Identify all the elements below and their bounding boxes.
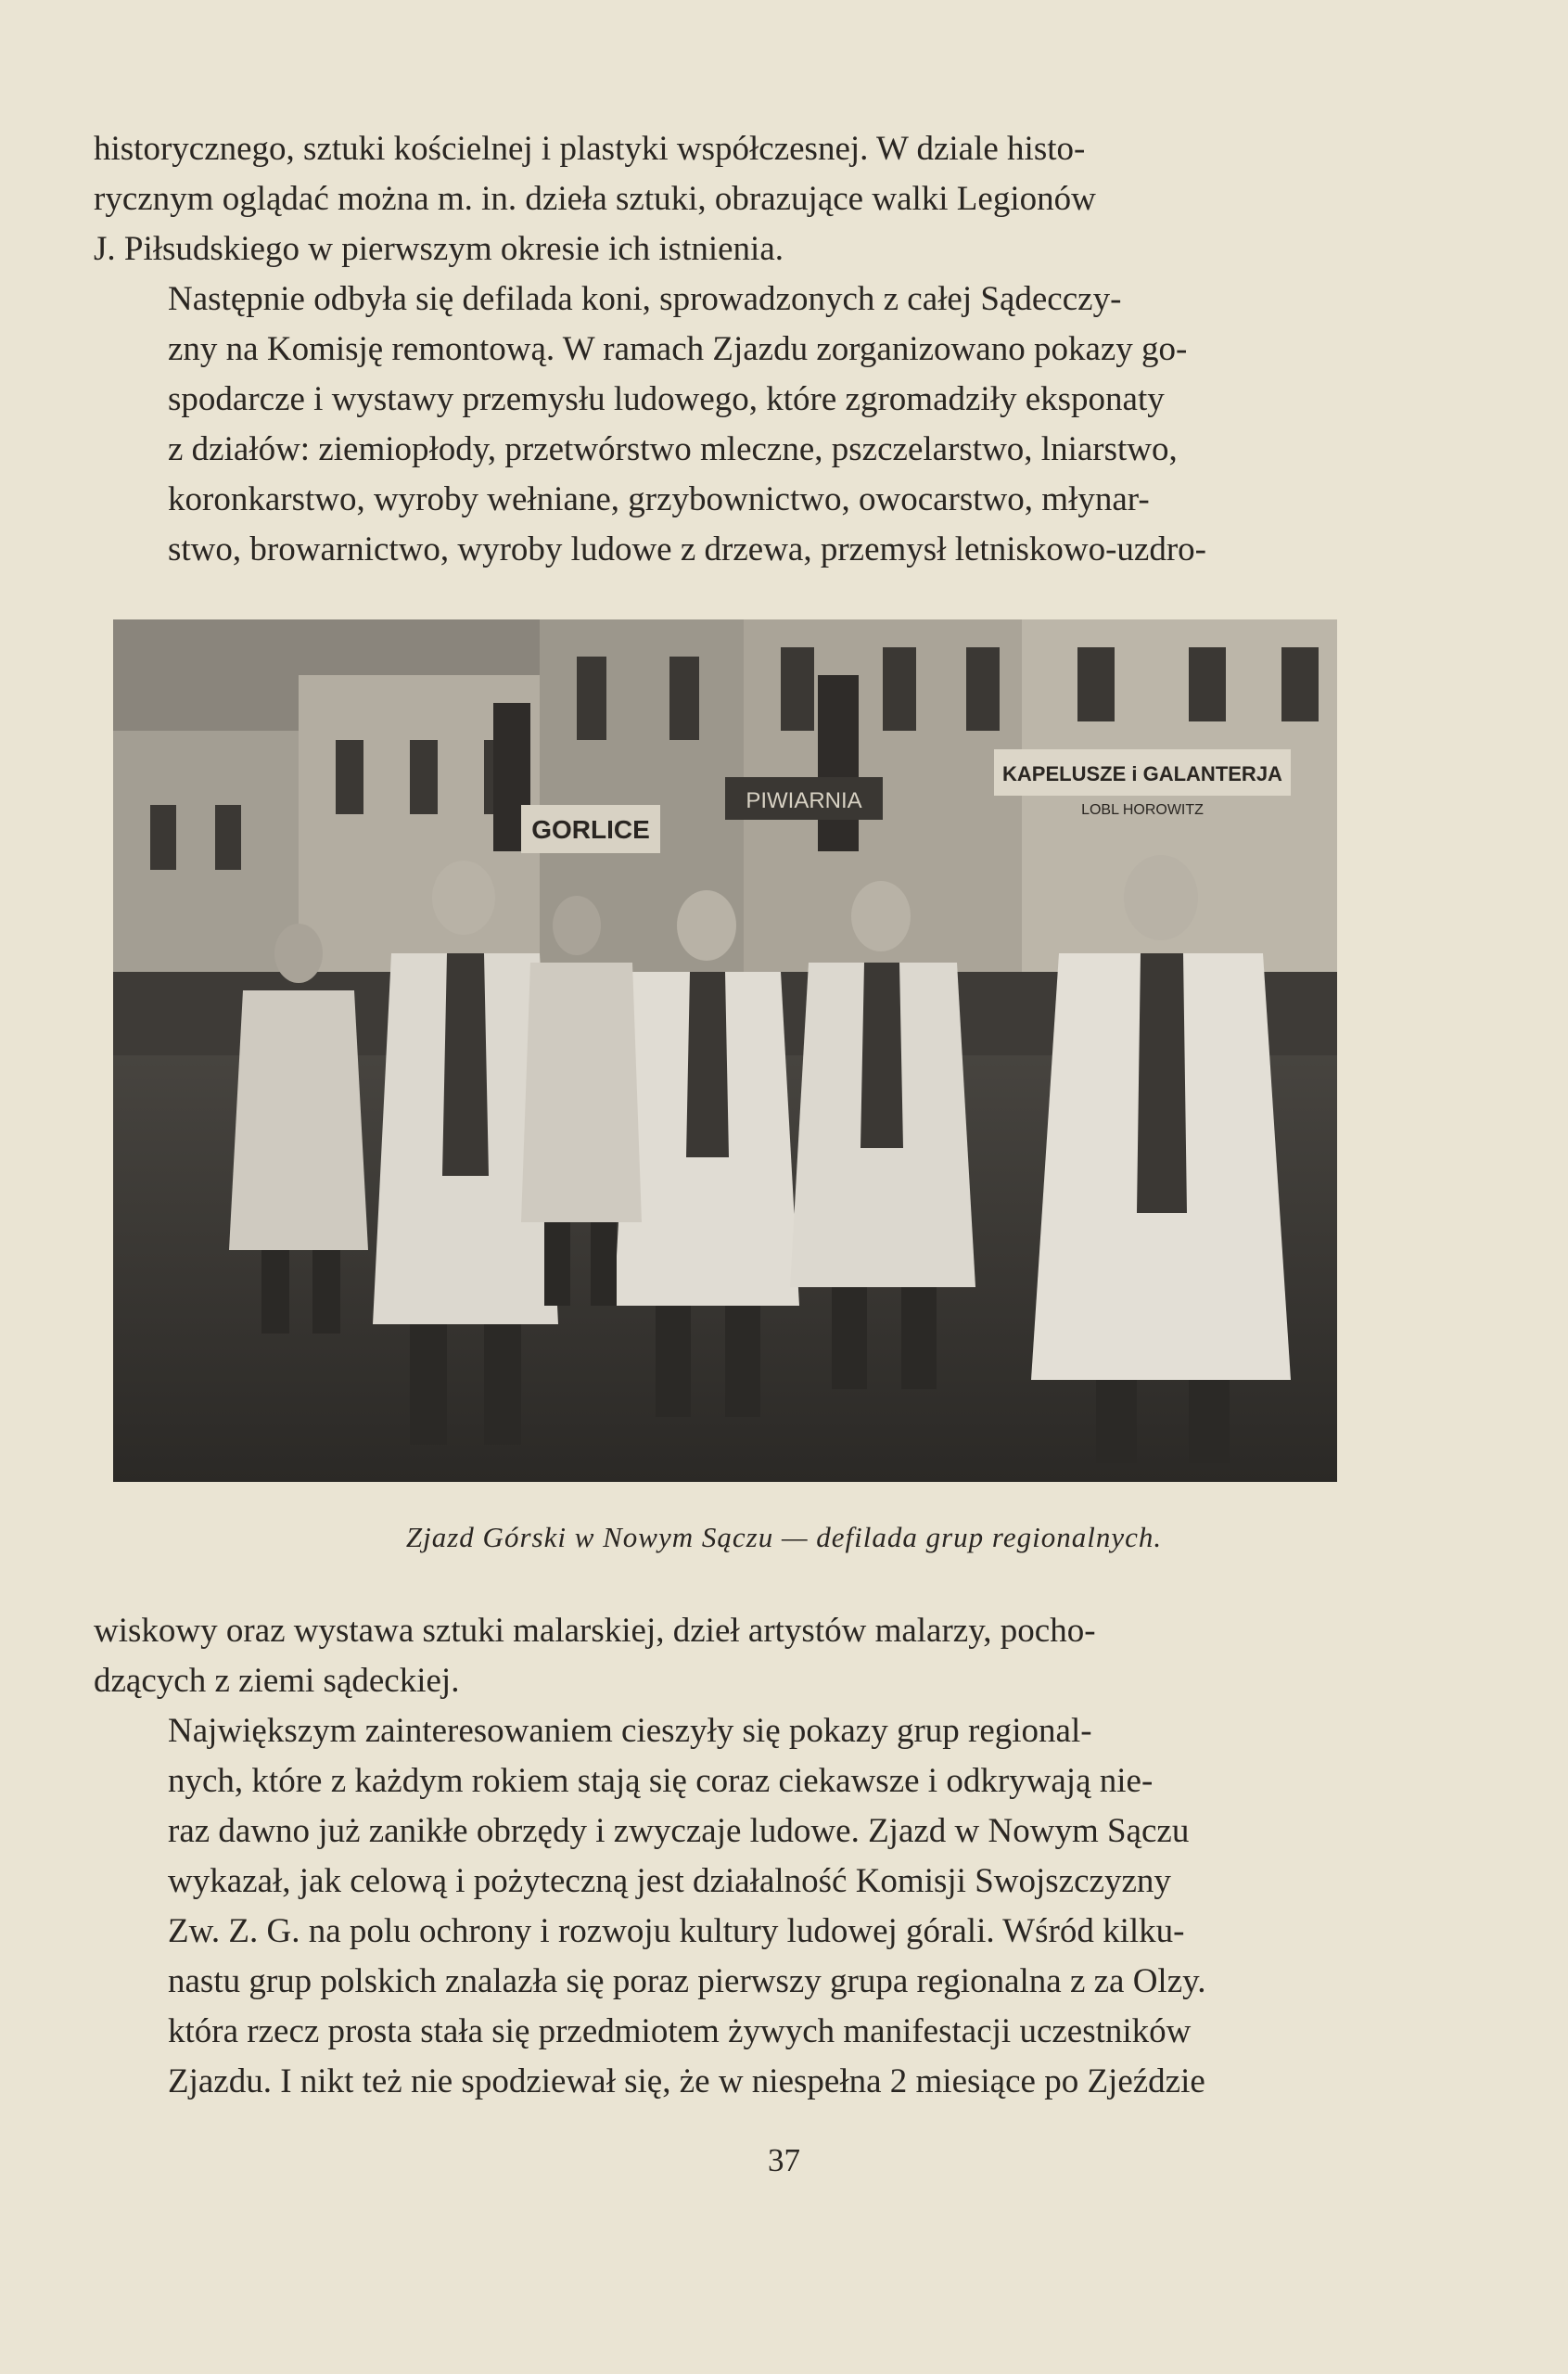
text-line: raz dawno już zanikłe obrzędy i zwyczaje ludowe. Zjazd w Nowym Sączu [168, 1812, 1190, 1850]
text-line: rycznym oglądać można m. in. dzieła sztuki, obrazujące walki Legionów [94, 180, 1096, 218]
text-line: Zjazdu. I nikt też nie spodziewał się, że w niespełna 2 miesiące po Zjeździe [168, 2062, 1205, 2100]
text-line: Zw. Z. G. na polu ochrony i rozwoju kultury ludowej górali. Wśród kilku- [168, 1912, 1185, 1950]
paragraph [94, 124, 1373, 274]
text-line: historycznego, sztuki kościelnej i plastyki współczesnej. W dziale histo- [94, 130, 1086, 168]
text-line: Następnie odbyła się defilada koni, sprowadzonych z całej Sądecczy- [168, 280, 1122, 318]
text-line: wykazał, jak celową i pożyteczną jest działalność Komisji Swojszczyzny [168, 1862, 1171, 1900]
photograph-parade [113, 619, 1337, 1482]
text-line: nastu grup polskich znalazła się poraz pierwszy grupa regionalna z za Olzy. [168, 1962, 1206, 2000]
text-line: dzących z ziemi sądeckiej. [94, 1662, 460, 1700]
sign-owner: LOBL HOROWITZ [1081, 802, 1204, 818]
photo-illustration [113, 619, 1337, 1482]
text-block-top [94, 124, 1373, 575]
text-line: z działów: ziemiopłody, przetwórstwo mleczne, pszczelarstwo, lniarstwo, [168, 430, 1178, 468]
text-line: stwo, browarnictwo, wyroby ludowe z drzewa, przemysł letniskowo-uzdro- [168, 530, 1206, 568]
text-line: spodarcze i wystawy przemysłu ludowego, które zgromadziły eksponaty [168, 380, 1165, 418]
sign-gorlice: GORLICE [531, 815, 650, 844]
photo-caption: Zjazd Górski w Nowym Sączu — defilada grup regionalnych. [405, 1521, 1163, 1553]
text-line: która rzecz prosta stała się przedmiotem żywych manifestacji uczestników [168, 2012, 1192, 2050]
text-line: wiskowy oraz wystawa sztuki malarskiej, dzieł artystów malarzy, pocho- [94, 1612, 1096, 1650]
paragraph [94, 1706, 1373, 2107]
text-line: J. Piłsudskiego w pierwszym okresie ich istnienia. [94, 230, 784, 268]
page-number: 37 [768, 2142, 800, 2178]
paragraph [94, 1606, 1373, 1706]
sign-piwiarnia: PIWIARNIA [746, 788, 862, 813]
paragraph [94, 274, 1373, 575]
text-block-bottom [94, 1606, 1373, 2107]
text-line: koronkarstwo, wyroby wełniane, grzybownictwo, owocarstwo, młynar- [168, 480, 1150, 518]
text-line: nych, które z każdym rokiem stają się coraz ciekawsze i odkrywają nie- [168, 1762, 1154, 1800]
sign-kapelusze: KAPELUSZE i GALANTERJA [1002, 762, 1282, 785]
text-line: zny na Komisję remontową. W ramach Zjazdu zorganizowano pokazy go- [168, 330, 1188, 368]
text-line: Największym zainteresowaniem cieszyły się pokazy grup regional- [168, 1712, 1092, 1750]
